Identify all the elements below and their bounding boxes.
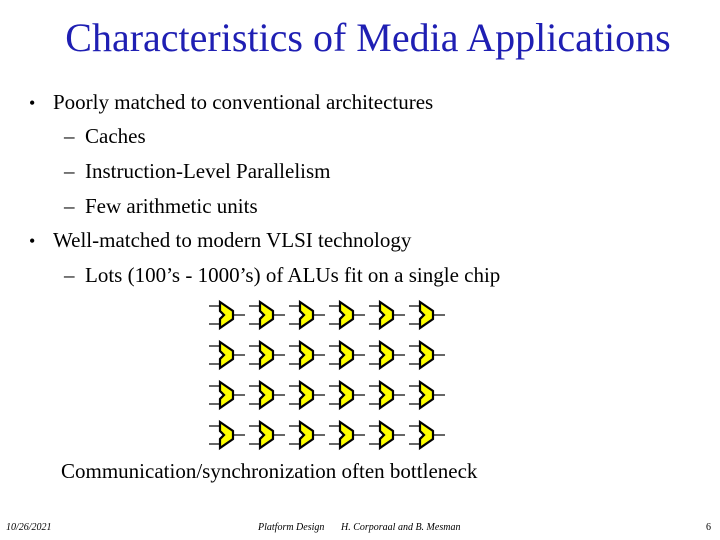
alu-icon (249, 302, 285, 328)
alu-icon (289, 382, 325, 408)
alu-icon (369, 382, 405, 408)
alu-icon (409, 422, 445, 448)
bullet-poorly-matched: Poorly matched to conventional architectures (53, 90, 434, 114)
alu-array-figure (205, 296, 455, 464)
alu-icon (289, 342, 325, 368)
alu-icon (369, 342, 405, 368)
alu-icon (369, 302, 405, 328)
dash-marker: – (64, 124, 75, 148)
footer-course: Platform Design (258, 522, 325, 533)
alu-icon (329, 382, 365, 408)
dash-marker: – (64, 194, 75, 218)
subitem-ilp: Instruction-Level Parallelism (85, 159, 331, 183)
bullet-marker: • (29, 231, 36, 251)
alu-icon (209, 422, 245, 448)
bullet-marker: • (29, 93, 36, 113)
alu-icon (329, 342, 365, 368)
bullet-well-matched: Well-matched to modern VLSI technology (53, 228, 412, 252)
alu-icon (249, 342, 285, 368)
alu-icon (209, 302, 245, 328)
alu-icon (329, 422, 365, 448)
footer-page-number: 6 (706, 522, 711, 533)
alu-icon (249, 382, 285, 408)
alu-icon (249, 422, 285, 448)
alu-icon (409, 342, 445, 368)
figure-caption: Communication/synchronization often bottleneck (61, 459, 478, 483)
dash-marker: – (64, 263, 75, 287)
subitem-few-alus: Few arithmetic units (85, 194, 258, 218)
footer-authors: H. Corporaal and B. Mesman (341, 522, 461, 533)
slide-title: Characteristics of Media Applications (65, 15, 671, 60)
alu-icon (329, 302, 365, 328)
alu-icon (409, 302, 445, 328)
dash-marker: – (64, 159, 75, 183)
alu-icon (409, 382, 445, 408)
alu-icon (289, 422, 325, 448)
alu-icon (209, 382, 245, 408)
footer-date: 10/26/2021 (6, 522, 52, 533)
alu-icon (209, 342, 245, 368)
subitem-lots-of-alus: Lots (100’s - 1000’s) of ALUs fit on a single chip (85, 263, 501, 287)
subitem-caches: Caches (85, 124, 146, 148)
alu-icon (369, 422, 405, 448)
alu-icon (289, 302, 325, 328)
